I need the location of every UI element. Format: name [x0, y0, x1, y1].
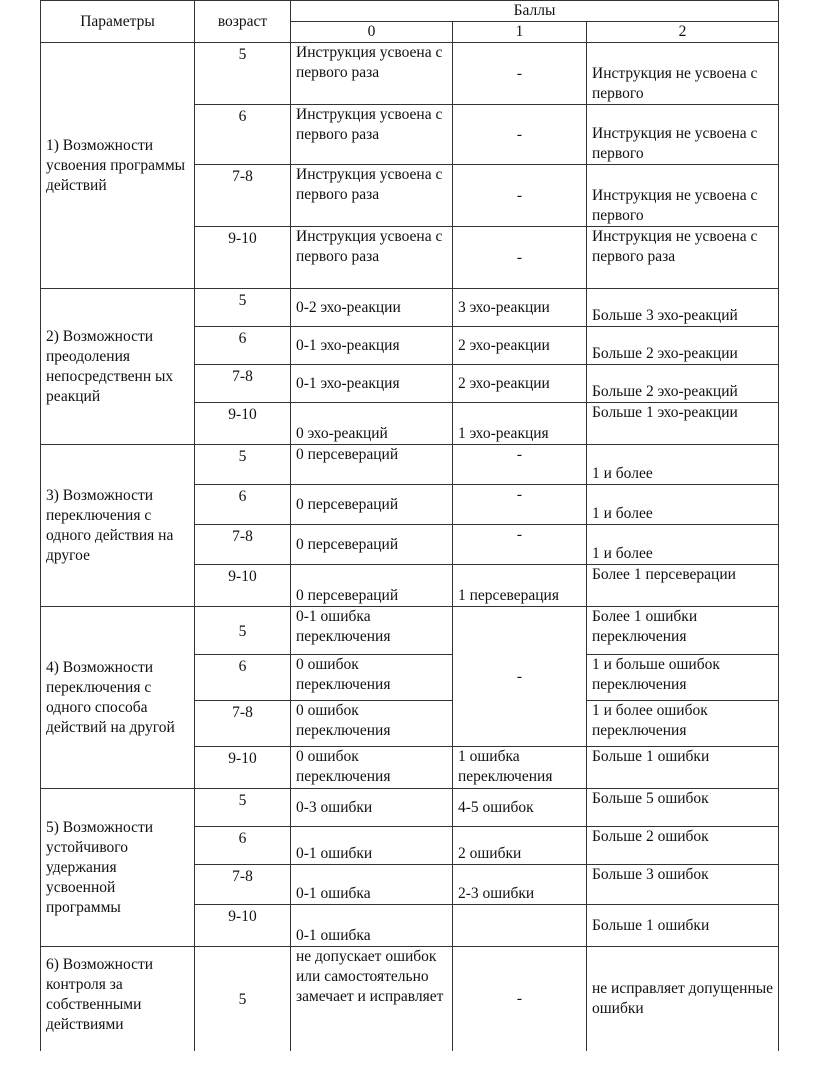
score2-cell: Больше 1 ошибки [587, 747, 779, 789]
header-score-1: 1 [453, 22, 587, 43]
score0-cell: не допускает ошибок или самостоятельно замечает и исправляет [291, 947, 453, 1051]
header-param: Параметры [41, 1, 195, 43]
age-cell: 6 [195, 485, 291, 525]
score2-cell: 1 и более [587, 445, 779, 485]
score0-cell: 0 ошибок переключения [291, 747, 453, 789]
header-age: возраст [195, 1, 291, 43]
score0-cell: 0 персевераций [291, 565, 453, 607]
score0-cell: Инструкция усвоена с первого раза [291, 165, 453, 227]
score1-cell: - [453, 525, 587, 565]
score0-cell: 0-1 ошибки [291, 827, 453, 865]
score2-cell: 1 и более [587, 485, 779, 525]
score2-cell: Больше 2 ошибок [587, 827, 779, 865]
score0-cell: 0-1 ошибка [291, 905, 453, 947]
score2-cell: Больше 5 ошибок [587, 789, 779, 827]
score0-cell: 0 ошибок переключения [291, 701, 453, 747]
param-cell: 6) Возможности контроля за собственными действиями [41, 947, 195, 1051]
age-cell: 6 [195, 105, 291, 165]
param-cell: 4) Возможности переключения с одного способа действий на другой [41, 607, 195, 789]
age-cell: 5 [195, 445, 291, 485]
age-cell: 7-8 [195, 525, 291, 565]
score0-cell: 0-1 эхо-реакция [291, 365, 453, 403]
score1-cell: 2 эхо-реакции [453, 327, 587, 365]
score1-cell: - [453, 165, 587, 227]
score0-cell: 0-3 ошибки [291, 789, 453, 827]
score1-cell: - [453, 485, 587, 525]
age-cell: 7-8 [195, 165, 291, 227]
score2-cell: Инструкция не усвоена с первого [587, 43, 779, 105]
score0-cell: 0-1 ошибка переключения [291, 607, 453, 655]
score0-cell: 0 персевераций [291, 445, 453, 485]
score1-cell: - [453, 445, 587, 485]
score2-cell: Больше 1 ошибки [587, 905, 779, 947]
score1-cell: 1 персеверация [453, 565, 587, 607]
table-row [41, 445, 779, 485]
score2-cell: 1 и более ошибок переключения [587, 701, 779, 747]
param-cell: 2) Возможности преодоления непосредственн ых реакций [41, 289, 195, 445]
score1-cell: 3 эхо-реакции [453, 289, 587, 327]
score0-cell: Инструкция усвоена с первого раза [291, 43, 453, 105]
age-cell: 7-8 [195, 701, 291, 747]
age-cell: 9-10 [195, 403, 291, 445]
table-row [41, 789, 779, 827]
score0-cell: 0-1 ошибка [291, 865, 453, 905]
table-row [41, 947, 779, 1051]
score2-cell: Более 1 персеверации [587, 565, 779, 607]
score1-cell: 1 эхо-реакция [453, 403, 587, 445]
table-row [41, 289, 779, 327]
param-cell: 1) Возможности усвоения программы действий [41, 43, 195, 289]
score1-cell: - [453, 43, 587, 105]
age-cell: 5 [195, 289, 291, 327]
score2-cell: Больше 1 эхо-реакции [587, 403, 779, 445]
age-cell: 7-8 [195, 365, 291, 403]
param-cell: 3) Возможности переключения с одного действия на другое [41, 445, 195, 607]
score1-cell: 1 ошибка переключения [453, 747, 587, 789]
age-cell: 5 [195, 789, 291, 827]
score1-cell: 2 ошибки [453, 827, 587, 865]
age-cell: 5 [195, 947, 291, 1051]
score1-cell: - [453, 227, 587, 289]
score1-cell: - [453, 947, 587, 1051]
score2-cell: Больше 3 эхо-реакций [587, 289, 779, 327]
age-cell: 5 [195, 43, 291, 105]
score1-cell [453, 905, 587, 947]
score2-cell: Больше 3 ошибок [587, 865, 779, 905]
header-score-0: 0 [291, 22, 453, 43]
score0-cell: 0 персевераций [291, 525, 453, 565]
age-cell: 9-10 [195, 227, 291, 289]
score2-cell: Больше 2 эхо-реакций [587, 365, 779, 403]
score2-cell: Инструкция не усвоена с первого раза [587, 227, 779, 289]
score1-cell: 2-3 ошибки [453, 865, 587, 905]
age-cell: 6 [195, 655, 291, 701]
score2-cell: Более 1 ошибки переключения [587, 607, 779, 655]
score2-cell: 1 и больше ошибок переключения [587, 655, 779, 701]
score1-cell: 2 эхо-реакции [453, 365, 587, 403]
score1-cell: - [453, 105, 587, 165]
score2-cell: не исправляет допущенные ошибки [587, 947, 779, 1051]
age-cell: 6 [195, 327, 291, 365]
age-cell: 6 [195, 827, 291, 865]
table-row [41, 607, 779, 655]
score1-cell: 4-5 ошибок [453, 789, 587, 827]
param-cell: 5) Возможности устойчивого удержания усвоенной программы [41, 789, 195, 947]
age-cell: 9-10 [195, 565, 291, 607]
score0-cell: 0-1 эхо-реакция [291, 327, 453, 365]
header-score-2: 2 [587, 22, 779, 43]
score0-cell: Инструкция усвоена с первого раза [291, 227, 453, 289]
score0-cell: Инструкция усвоена с первого раза [291, 105, 453, 165]
score2-cell: Инструкция не усвоена с первого [587, 165, 779, 227]
age-cell: 7-8 [195, 865, 291, 905]
score0-cell: 0-2 эхо-реакции [291, 289, 453, 327]
age-cell: 9-10 [195, 905, 291, 947]
table-row [41, 43, 779, 105]
assessment-table [40, 0, 779, 1051]
score2-cell: 1 и более [587, 525, 779, 565]
score0-cell: 0 ошибок переключения [291, 655, 453, 701]
score1-cell: - [453, 607, 587, 747]
age-cell: 5 [195, 607, 291, 655]
score0-cell: 0 персевераций [291, 485, 453, 525]
score0-cell: 0 эхо-реакций [291, 403, 453, 445]
header-scores: Баллы [291, 1, 779, 22]
age-cell: 9-10 [195, 747, 291, 789]
score2-cell: Больше 2 эхо-реакции [587, 327, 779, 365]
score2-cell: Инструкция не усвоена с первого [587, 105, 779, 165]
